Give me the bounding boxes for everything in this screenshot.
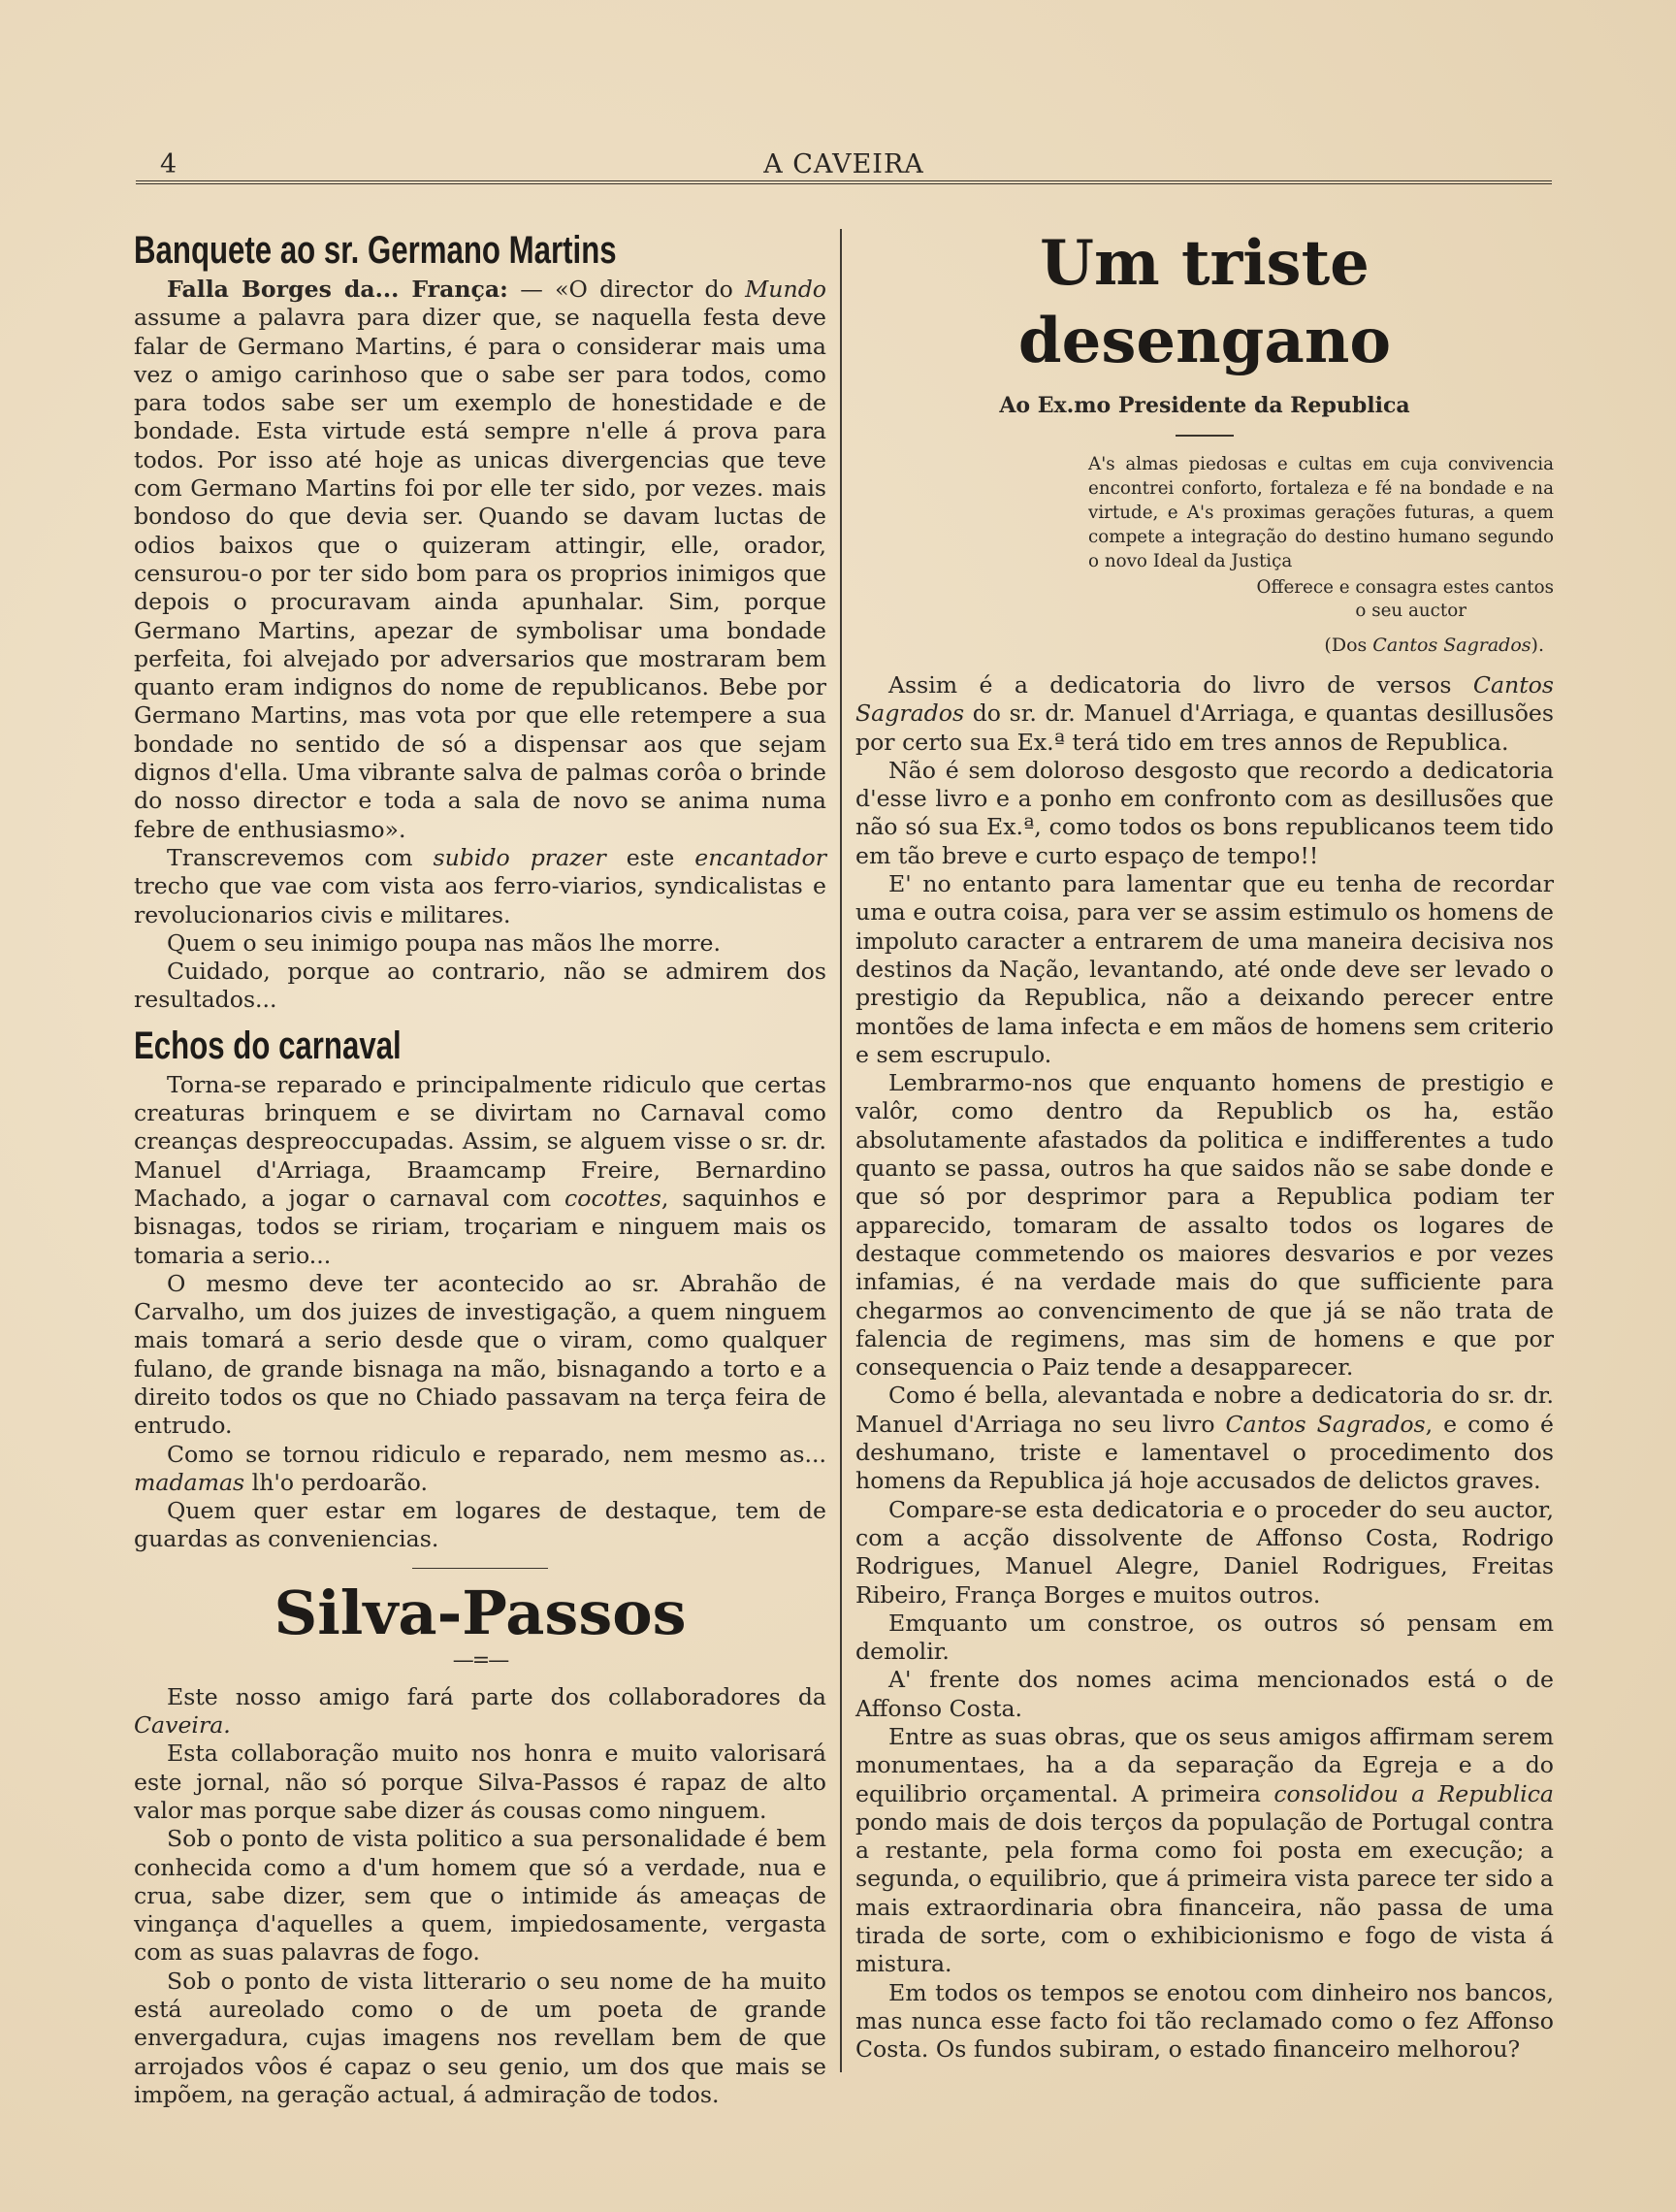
paragraph: Quem o seu inimigo poupa nas mãos lhe morre. xyxy=(167,928,721,957)
page-header xyxy=(136,146,1552,184)
article-silva-passos xyxy=(134,1578,826,2109)
dedication-subtitle: Ao Ex.mo Presidente da Republica xyxy=(999,393,1410,418)
paragraph: Sob o ponto de vista politico a sua personalidade é bem conhecida como a d'um homem que só a verdade, nua e crua, sabe dizer, sem que o intimide ás ameaças de vingança d'aquelles a quem, impiedosamente, vergasta com as suas palavras de fogo. xyxy=(134,1825,826,1967)
short-rule xyxy=(1176,435,1234,437)
paragraph: Torna-se reparado e principalmente ridiculo que certas creaturas brinquem e se divirtam no Carnaval como creanças despreoccupadas. Assim, se alguem visse o sr. dr. Manuel d'Arriaga, Braamcamp Freire, Bernardino Machado, a jogar o carnaval com cocottes, saquinhos e bisnagas, todos se ririam, troçariam e ninguem mais os tomaria a serio... xyxy=(134,1070,826,1269)
paragraph: Quem quer estar em logares de destaque, tem de guardas as conveniencias. xyxy=(134,1497,826,1553)
epigraph-offer: Offerece e consagra estes cantos xyxy=(1256,577,1554,598)
article-banquete xyxy=(134,225,826,1015)
epigraph: A's almas piedosas e cultas em cuja convivencia encontrei conforto, fortaleza e fé na bondade e na virtude, e A's proximas gerações futuras, a quem compete a integração do destino humano segundo o novo Ideal da Justiça xyxy=(1088,454,1554,571)
article-title: Echos do carnaval xyxy=(134,1024,402,1067)
article-title: Um triste desengano xyxy=(1017,227,1392,377)
paragraph: E' no entanto para lamentar que eu tenha de recordar uma e outra coisa, para ver se assim estimulo os homens de impoluto caracter a entrarem de uma maneira decisiva nos destinos da Nação, levantando, até onde deve ser levado o prestigio da Republica, não a deixando perecer entre montões de lama infecta e em mãos de homens sem criterio e sem escrupulo. xyxy=(855,870,1554,1068)
paragraph: O mesmo deve ter acontecido ao sr. Abrahão de Carvalho, um dos juizes de investigação, a quem ninguem mais tomará a serio desde que o viram, como qualquer fulano, de grande bisnaga na mão, bisnagando a torto e a direito todos os que no Chiado passavam na terça feira de entrudo. xyxy=(134,1269,826,1440)
epigraph-source: (Dos Cantos Sagrados). xyxy=(1324,634,1544,656)
paragraph: Não é sem doloroso desgosto que recordo a dedicatoria d'esse livro e a ponho em confronto com as desillusões que não só sua Ex.ª, como todos os bons republicanos teem tido em tão breve e curto espaço de tempo!! xyxy=(855,756,1554,869)
newspaper-title: A CAVEIRA xyxy=(763,149,924,179)
right-column xyxy=(855,225,1554,2065)
paragraph: Como se tornou ridiculo e reparado, nem mesmo as... madamas lh'o perdoarão. xyxy=(134,1440,826,1496)
paragraph: Falla Borges da... França: — «O director do Mundo assume a palavra para dizer que, se naquella festa deve falar de Germano Martins, é para o considerar mais uma vez o amigo carinhoso que o sabe ser para todos, como para todos sabe ser um exemplo de honestidade e de bondade. Esta virtude está sempre n'elle á prova para todos. Por isso até hoje as unicas divergencias que teve com Germano Martins foi por elle ter sido, por vezes. mais bondoso do que devia ser. Quando se davam luctas de odios baixos que o quizeram attingir, elle, orador, censurou-o por ter sido bom para os proprios inimigos que depois o procuravam ainda apunhalar. Sim, porque Germano Martins, apezar de symbolisar uma bondade perfeita, foi alvejado por adversarios que mostraram bem quanto eram indignos do nome de republicanos. Bebe por Germano Martins, mas vota por que elle retempere a sua bondade no sentido de só a dispensar aos que sejam dignos d'ella. Uma vibrante salva de palmas corôa o brinde do nosso director e toda a sala de novo se anima numa febre de enthusiasmo». xyxy=(134,276,826,843)
article-title: Banquete ao sr. Germano Martins xyxy=(134,229,617,272)
page-number: 4 xyxy=(160,149,177,179)
paragraph: Este nosso amigo fará parte dos collaboradores da Caveira. xyxy=(134,1682,826,1740)
column-divider xyxy=(840,229,842,2072)
paragraph: Lembrarmo-nos que enquanto homens de prestigio e valôr, como dentro da Republicb os ha, estão absolutamente afastados da politica e indifferentes a tudo quanto se passa, outros ha que saidos não se sabe donde e que só por desprimor para a Republica podiam ter apparecido, tomaram de assalto todos os logares de destaque commetendo os maiores desvarios e por vezes infamias, é na verdade mais do que sufficiente para chegarmos ao convencimento de que já se não trata de falencia de regimens, mas sim de homens e que por consequencia o Paiz tende a desapparecer. xyxy=(855,1069,1554,1382)
article-echos xyxy=(134,1021,826,1554)
epigraph-author: o seu auctor xyxy=(1355,601,1466,621)
paragraph: Esta collaboração muito nos honra e muito valorisará este jornal, não só porque Silva-Passos é rapaz de alto valor mas porque sabe dizer ás cousas como ninguem. xyxy=(134,1740,826,1824)
paragraph: Em todos os tempos se enotou com dinheiro nos bancos, mas nunca esse facto foi tão reclamado como o fez Affonso Costa. Os fundos subiram, o estado financeiro melhorou? xyxy=(855,1978,1554,2064)
section-separator xyxy=(412,1568,548,1569)
paragraph: Assim é a dedicatoria do livro de versos Cantos Sagrados do sr. dr. Manuel d'Arriaga, e quantas desillusões por certo sua Ex.ª terá tido em tres annos de Republica. xyxy=(855,671,1554,756)
paragraph: Entre as suas obras, que os seus amigos affirmam serem monumentaes, ha a da separação da Egreja e a do equilibrio orçamental. A primeira consolidou a Republica pondo mais de dois terços da população de Portugal contra a restante, pela forma como foi posta em execução; a segunda, o equilibrio, que á primeira vista parece ter sido a mais extraordinaria obra financeira, não passa de uma tirada de sorte, com o exhibicionismo e fogo de vista á mistura. xyxy=(855,1722,1554,1978)
article-triste-desengano xyxy=(855,225,1554,2065)
paragraph: Como é bella, alevantada e nobre a dedicatoria do sr. dr. Manuel d'Arriaga no seu livro Cantos Sagrados, e como é deshumano, triste e lamentavel o procedimento dos homens da Republica já hoje accusados de delictos graves. xyxy=(855,1382,1554,1495)
paragraph: Cuidado, porque ao contrario, não se admirem dos resultados... xyxy=(134,958,826,1014)
paragraph: A' frente dos nomes acima mencionados está o de Affonso Costa. xyxy=(855,1666,1554,1722)
paragraph: Emquanto um constroe, os outros só pensam em demolir. xyxy=(855,1609,1554,1666)
paragraph: Sob o ponto de vista litterario o seu nome de ha muito está aureolado como o de um poeta de grande envergadura, cujas imagens nos revellam bem de que arrojados vôos é capaz o seu genio, um dos que mais se impõem, na geração actual, á admiração de todos. xyxy=(134,1967,826,2108)
article-title: Silva-Passos xyxy=(274,1577,687,1648)
left-column xyxy=(134,225,826,2109)
header-rule xyxy=(136,180,1552,184)
title-ornament: —=— xyxy=(452,1647,508,1673)
paragraph: Transcrevemos com subido prazer este encantador trecho que vae com vista aos ferro-viarios, syndicalistas e revolucionarios civis e militares. xyxy=(134,843,827,928)
paragraph: Compare-se esta dedicatoria e o proceder do seu auctor, com a acção dissolvente de Affonso Costa, Rodrigo Rodrigues, Manuel Alegre, Daniel Rodrigues, Freitas Ribeiro, França Borges e muitos outros. xyxy=(855,1495,1554,1609)
